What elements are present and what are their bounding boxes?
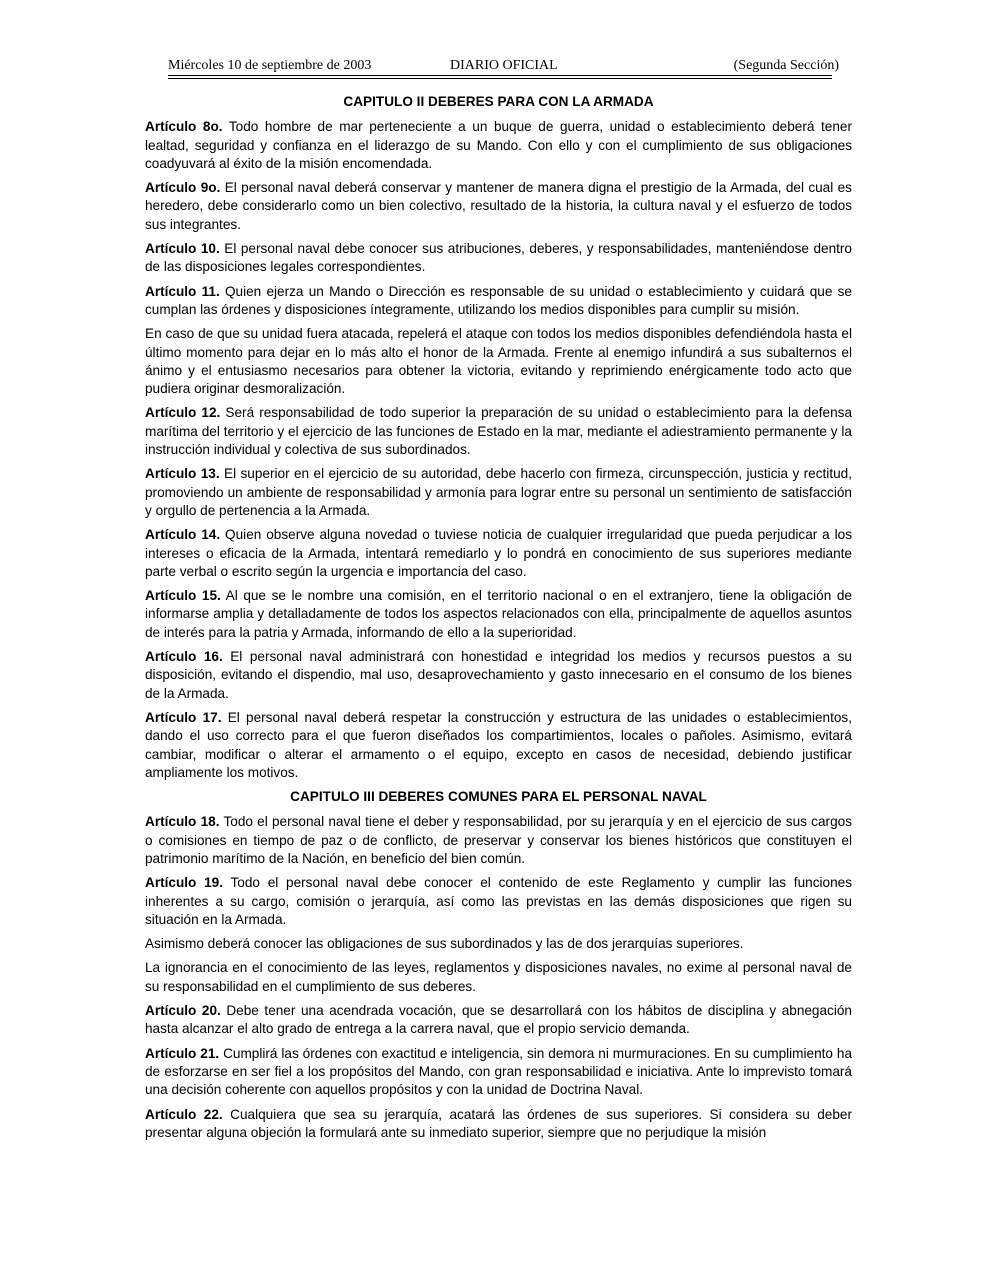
article-label: Artículo 14. bbox=[145, 527, 221, 543]
article-8 bbox=[145, 118, 852, 173]
article-label: Artículo 17. bbox=[145, 709, 222, 725]
article-text: El personal naval deberá conservar y mantener de manera digna el prestigio de la Armada, del cual es heredero, debe considerarlo como un bien colectivo, resultado de la historia, la cultura naval y el esfuerzo de todos sus integrantes. bbox=[145, 180, 852, 232]
article-13 bbox=[145, 465, 852, 520]
article-22 bbox=[145, 1106, 852, 1143]
header-section: (Segunda Sección) bbox=[733, 58, 839, 73]
article-text: Todo el personal naval debe conocer el contenido de este Reglamento y cumplir las funciones inherentes a su cargo, comisión o jerarquía, así como las previstas en las demás disposiciones que rigen su situación en la Armada. bbox=[145, 875, 853, 927]
article-text: Quien ejerza un Mando o Dirección es responsable de su unidad o establecimiento y cuidará que se cumplan las órdenes y disposiciones íntegramente, utilizando los medios disponibles para cumplir su misión. bbox=[145, 283, 852, 317]
article-label: Artículo 15. bbox=[145, 588, 221, 604]
article-19 bbox=[145, 874, 852, 929]
article-text: El personal naval deberá respetar la construcción y estructura de las unidades o establecimientos, dando el uso correcto para el que fueron diseñados los compartimientos, locales o pañoles. Asimismo, evitará cambiar, modificar o alterar el armamento o el equipo, excepto en casos de necesidad, debiendo justificar ampliamente los motivos. bbox=[145, 709, 852, 780]
header-date: Miércoles 10 de septiembre de 2003 bbox=[168, 58, 372, 73]
article-text: El superior en el ejercicio de su autoridad, debe hacerlo con firmeza, circunspección, justicia y rectitud, promoviendo un ambiente de responsabilidad y armonía para lograr entre su personal un sentimiento de satisfacción y orgullo de pertenencia a la Armada. bbox=[145, 466, 852, 518]
page-header bbox=[168, 57, 839, 77]
article-19-continued-1 bbox=[145, 935, 852, 953]
article-label: Artículo 10. bbox=[145, 241, 220, 257]
article-label: Artículo 18. bbox=[145, 814, 220, 830]
article-label: Artículo 20. bbox=[145, 1003, 221, 1019]
article-11-continued bbox=[145, 325, 852, 398]
chapter-2-title: CAPITULO II DEBERES PARA CON LA ARMADA bbox=[343, 94, 654, 109]
article-18 bbox=[145, 813, 852, 868]
header-rule bbox=[168, 75, 832, 76]
article-text: Al que se le nombre una comisión, en el territorio nacional o en el extranjero, tiene la obligación de informarse amplia y detalladamente de todos los aspectos relacionados con ella, principalmente de aquellos asuntos de interés para la patria y Armada, informando de ello a la superioridad. bbox=[145, 588, 852, 640]
article-label: Artículo 12. bbox=[145, 405, 221, 421]
article-label: Artículo 8o. bbox=[145, 119, 223, 135]
article-11 bbox=[145, 283, 852, 320]
article-text: Cualquiera que sea su jerarquía, acatará las órdenes de sus superiores. Si considera su deber presentar alguna objeción la formulará ante su inmediato superior, siempre que no perjudique la misión bbox=[145, 1106, 853, 1140]
article-20 bbox=[145, 1002, 852, 1039]
article-label: Artículo 9o. bbox=[145, 180, 221, 196]
article-9 bbox=[145, 179, 852, 234]
article-15 bbox=[145, 587, 852, 642]
article-text: Todo hombre de mar perteneciente a un buque de guerra, unidad o establecimiento deberá tener lealtad, seguridad y confianza en el liderazgo de su Mando. Con ello y con el cumplimiento de sus obligaciones coadyuvará al éxito de la misión encomendada. bbox=[145, 119, 852, 171]
article-14 bbox=[145, 526, 852, 581]
paragraph-text: La ignorancia en el conocimiento de las leyes, reglamentos y disposiciones navales, no exime al personal naval de su responsabilidad en el cumplimiento de sus deberes. bbox=[145, 960, 852, 994]
paragraph-text: En caso de que su unidad fuera atacada, repelerá el ataque con todos los medios disponibles defendiéndola hasta el último momento para dejar en lo más alto el honor de la Armada. Frente al enemigo infundirá a sus subalternos el ánimo y el entusiasmo necesarios para obtener la victoria, evitando y reprimiendo enérgicamente todo acto que pudiera originar desmoralización. bbox=[145, 326, 852, 397]
article-label: Artículo 11. bbox=[145, 283, 220, 299]
article-label: Artículo 16. bbox=[145, 649, 223, 665]
article-text: Debe tener una acendrada vocación, que se desarrollará con los hábitos de disciplina y abnegación hasta alcanzar el alto grado de entrega a la carrera naval, que el propio servicio demanda. bbox=[145, 1003, 852, 1037]
article-text: Quien observe alguna novedad o tuviese noticia de cualquier irregularidad que pueda perjudicar a los intereses o eficacia de la Armada, intentará remediarlo y lo pondrá en conocimiento de sus superiores mediante parte verbal o escrito según la urgencia e importancia del caso. bbox=[145, 527, 853, 579]
document-body bbox=[145, 93, 852, 1148]
header-title: DIARIO OFICIAL bbox=[450, 58, 558, 73]
paragraph-text: Asimismo deberá conocer las obligaciones de sus subordinados y las de dos jerarquías superiores. bbox=[145, 936, 744, 952]
article-19-continued-2 bbox=[145, 959, 852, 996]
article-label: Artículo 13. bbox=[145, 466, 220, 482]
article-text: Cumplirá las órdenes con exactitud e inteligencia, sin demora ni murmuraciones. En su cumplimiento ha de esforzarse en ser fiel a los propósitos del Mando, con gran responsabilidad e iniciativa. Ante lo imprevisto tomará una decisión coherente con aquellos propósitos y con la unidad de Doctrina Naval. bbox=[145, 1045, 852, 1098]
article-text: El personal naval administrará con honestidad e integridad los medios y recursos puestos a su disposición, evitando el dispendio, mal uso, desaprovechamiento y gasto innecesario en el consumo de los bienes de la Armada. bbox=[145, 649, 852, 701]
chapter-3-title: CAPITULO III DEBERES COMUNES PARA EL PERSONAL NAVAL bbox=[290, 789, 707, 805]
article-text: El personal naval debe conocer sus atribuciones, deberes, y responsabilidades, manteniéndose dentro de las disposiciones legales correspondientes. bbox=[145, 241, 852, 275]
header-rule-double bbox=[168, 78, 832, 79]
article-label: Artículo 19. bbox=[145, 875, 223, 891]
article-10 bbox=[145, 240, 852, 277]
article-text: Será responsabilidad de todo superior la preparación de su unidad o establecimiento para la defensa marítima del territorio y el ejercicio de las funciones de Estado en la mar, mediante el adiestramiento permanente y la instrucción individual y colectiva de sus subordinados. bbox=[145, 405, 853, 458]
article-12 bbox=[145, 404, 852, 459]
article-17 bbox=[145, 709, 852, 782]
article-label: Artículo 21. bbox=[145, 1045, 220, 1061]
article-label: Artículo 22. bbox=[145, 1106, 223, 1122]
article-16 bbox=[145, 648, 852, 703]
article-text: Todo el personal naval tiene el deber y responsabilidad, por su jerarquía y en el ejercicio de sus cargos o comisiones en tiempo de paz o de conflicto, de preservar y conservar los bienes históricos que constituyen el patrimonio marítimo de la Nación, en beneficio del bien común. bbox=[145, 814, 852, 866]
article-21 bbox=[145, 1045, 852, 1100]
